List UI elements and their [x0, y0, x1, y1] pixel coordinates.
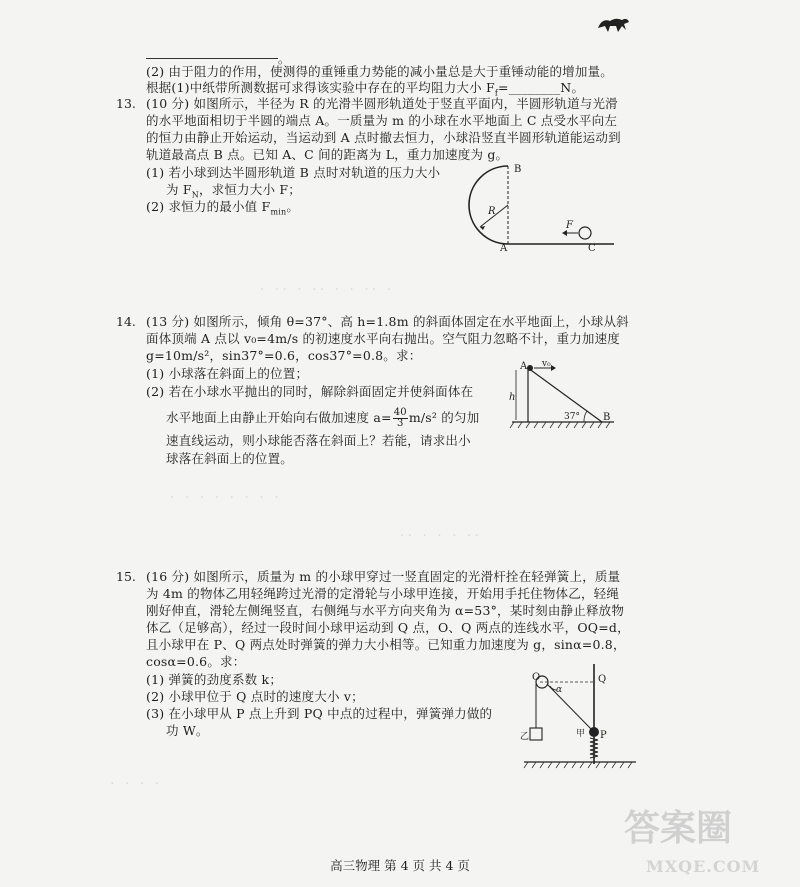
q13-stem-line3: 的恒力由静止开始运动，当运动到 A 点时撤去恒力，小球沿竖直半圆形轨道能运动到 — [146, 130, 621, 145]
q15-stem-line3: 刚好伸直，滑轮左侧绳竖直，右侧绳与水平方向夹角为 α=53°，某时刻由静止释放物 — [146, 603, 625, 618]
q15-stem-line6: cosα=0.6。求： — [146, 654, 246, 669]
q13-semicircle-track-figure — [466, 160, 616, 252]
q14-stem-line2: 面体顶端 A 点以 v₀=4m/s 的初速度水平向右抛出。空气阻力忽略不计，重力加速度 — [146, 331, 621, 346]
fig-label-O: O — [532, 672, 541, 683]
q13-number: 13. — [116, 96, 136, 111]
q14-stem-line3: g=10m/s²，sin37°=0.6，cos37°=0.8。求： — [146, 348, 422, 363]
q15-stem-line1: (16 分) 如图所示，质量为 m 的小球甲穿过一竖直固定的光滑杆拴在轻弹簧上，质量 — [146, 569, 621, 584]
watermark-text: 答案圈 — [624, 807, 733, 849]
page-footer: 高三物理 第 4 页 共 4 页 — [330, 858, 470, 873]
fig-label-A: A — [520, 361, 528, 372]
q13-stem-line4: 轨道最高点 B 点。已知 A、C 间的距离为 L，重力加速度为 g。 — [146, 147, 509, 162]
fig-label-B: B — [514, 164, 522, 175]
q14-sub2-line2: 水平地面上由静止开始向右做加速度 a= $\frac{40}{3}$ m/s² 的匀加 — [166, 407, 480, 429]
fig-label-P: P — [600, 730, 607, 741]
scan-noise: · · · · — [110, 776, 163, 792]
watermark-logo — [606, 794, 786, 880]
q15-number: 15. — [116, 569, 136, 584]
answer-blank-line — [146, 58, 278, 59]
fig-label-angle: 37° — [564, 412, 580, 422]
fig-label-A: A — [500, 243, 508, 252]
fig-label-B: B — [603, 412, 611, 423]
fig-label-Q: Q — [598, 674, 607, 685]
fig-label-F: F — [566, 220, 573, 231]
q13-stem-line1: (10 分) 如图所示，半径为 R 的光滑半圆形轨道处于竖直平面内，半圆形轨道与光滑 — [146, 96, 618, 111]
q14-sub2-line4: 球落在斜面上的位置。 — [166, 451, 294, 466]
q14-sub1: (1) 小球落在斜面上的位置； — [146, 366, 309, 381]
fig-label-h: h — [509, 392, 516, 403]
period-mark: 。 — [278, 52, 291, 66]
q14-sub2-line1: (2) 若在小球水平抛出的同时，解除斜面固定并使斜面体在 — [146, 384, 474, 399]
q12-part2-line1: (2) 由于阻力的作用，使测得的重锤重力势能的减小量总是大于重锤动能的增加量。 — [146, 64, 613, 79]
q14-number: 14. — [116, 314, 136, 329]
watermark-url: MXQE.COM — [646, 857, 761, 876]
q15-sub3-line2: 功 W。 — [166, 723, 209, 738]
fig-label-C: C — [588, 243, 596, 252]
q13-sub1-line2: 为 $F_N$，求恒力大小 F； — [166, 182, 301, 200]
fig-label-v0: v₀ — [542, 360, 551, 369]
q14-incline-figure — [508, 360, 618, 434]
q15-sub1: (1) 弹簧的劲度系数 k； — [146, 672, 283, 687]
q13-sub1-line1: (1) 若小球到达半圆形轨道 B 点时对轨道的压力大小 — [146, 165, 441, 180]
q15-stem-line2: 为 4m 的物体乙用轻绳跨过光滑的定滑轮与小球甲连接，开始用手托住物体乙，轻绳 — [146, 586, 620, 601]
fig-label-alpha: α — [556, 685, 563, 695]
fig-label-R: R — [488, 206, 496, 217]
q13-stem-line2: 的水平地面相切于半圆的端点 A。一质量为 m 的小球在水平地面上 C 点受水平向左 — [146, 113, 618, 128]
scan-noise: ·· · · · ·· — [400, 528, 482, 544]
q15-sub2: (2) 小球甲位于 Q 点时的速度大小 v； — [146, 689, 364, 704]
q15-stem-line4: 体乙（足够高），经过一段时间小球甲运动到 Q 点，O、Q 两点的连线水平，OQ=d， — [146, 620, 630, 635]
fig-label-jia: 甲 — [576, 729, 586, 739]
bull-logo-icon — [596, 14, 630, 36]
q15-stem-line5: 且小球甲在 P、Q 两点处时弹簧的弹力大小相等。已知重力加速度为 g，sinα=0.8， — [146, 637, 626, 652]
q13-sub2: (2) 求恒力的最小值 $F_{min}$。 — [146, 199, 300, 217]
fig-label-yi: 乙 — [520, 732, 530, 742]
q12-part2-line2: 根据(1)中纸带所测数据可求得该实验中存在的平均阻力大小 $F_f=\_\_\_\_\_\_\_\_N$。 — [146, 80, 585, 98]
q15-sub3-line1: (3) 在小球甲从 P 点上升到 PQ 中点的过程中，弹簧弹力做的 — [146, 706, 493, 721]
q14-sub2-line3: 速直线运动，则小球能否落在斜面上？若能，请求出小 — [166, 433, 471, 448]
scan-noise: · · · · · · · · — [170, 490, 282, 506]
q15-pulley-spring-figure — [520, 660, 640, 770]
q14-stem-line1: (13 分) 如图所示，倾角 θ=37°、高 h=1.8m 的斜面体固定在水平地面上，小球从斜 — [146, 314, 629, 329]
scan-noise: · ·· · ·· · · ·· · — [260, 282, 395, 298]
